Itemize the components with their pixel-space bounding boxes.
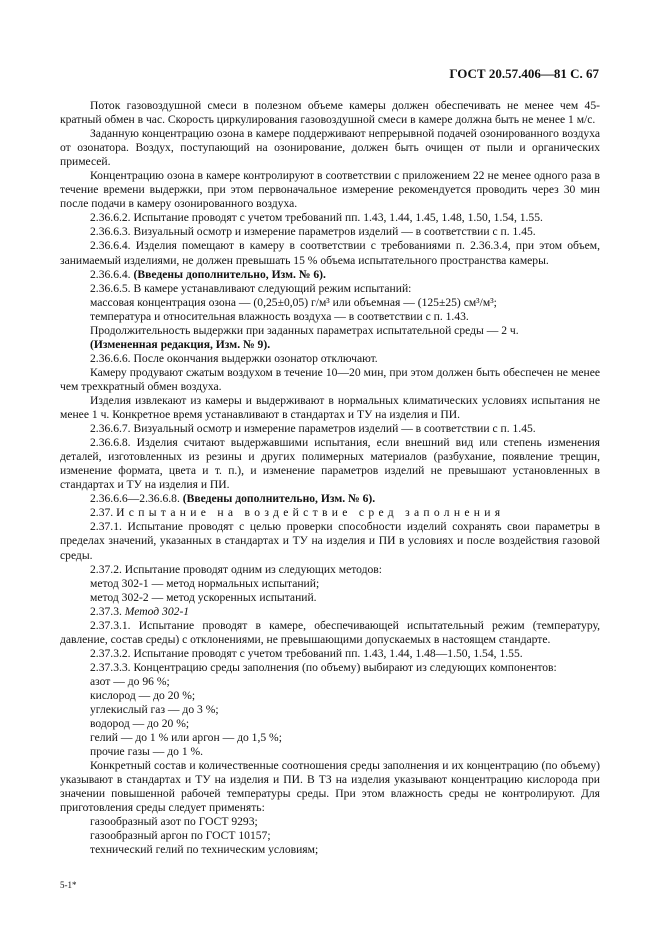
- page-footer-mark: 5-1*: [60, 880, 77, 890]
- paragraph: 2.36.6.6. После окончания выдержки озонатор отключают.: [90, 351, 378, 365]
- paragraph: Конкретный состав и количественные соотношения среды заполнения и их концентрацию (по объему) указывают в стандартах и ТУ на изделия и ПИ. В ТЗ на изделия указывают концентрацию кислорода при значении повышенной рабочей температуры среды. При этом влажность среды не контролируют. Для приготовления среды следует применять:: [60, 759, 600, 815]
- paragraph: 2.36.6.8. Изделия считают выдержавшими испытания, если внешний вид или степень изменения деталей, изготовленных из резины и других полимерных материалов (разбухание, появление трещин, изменение формата, цвета и т. п.), и изменение параметров изделий не превышают установленных в стандартах и ТУ на изделия и ПИ.: [60, 436, 600, 492]
- list-item: кислород — до 20 %;: [90, 688, 196, 702]
- page-header: ГОСТ 20.57.406—81 С. 67: [449, 66, 599, 81]
- list-item: газообразный азот по ГОСТ 9293;: [90, 815, 258, 829]
- list-item: газообразный аргон по ГОСТ 10157;: [90, 829, 271, 843]
- paragraph: 2.36.6.7. Визуальный осмотр и измерение параметров изделий — в соответствии с п. 1.45.: [90, 422, 536, 436]
- paragraph: 2.36.6.2. Испытание проводят с учетом требований пп. 1.43, 1.44, 1.45, 1.48, 1.50, 1.54, 1.55.: [90, 211, 543, 225]
- list-item: гелий — до 1 % или аргон — до 1,5 %;: [90, 731, 282, 745]
- paragraph: Камеру продувают сжатым воздухом в течение 10—20 мин, при этом должен быть обеспечен не менее чем трехкратный обмен воздуха.: [60, 365, 600, 393]
- document-body: [60, 99, 600, 858]
- paragraph: 2.36.6.5. В камере устанавливают следующий режим испытаний:: [90, 281, 412, 295]
- clause-number: 2.36.6.6—2.36.6.8.: [90, 492, 183, 506]
- amendment-note: (Введены дополнительно, Изм. № 6).: [182, 492, 376, 506]
- list-item: массовая концентрация озона — (0,25±0,05) г/м³ или объемная — (125±25) см³/м³;: [90, 295, 497, 309]
- method-title: Метод 302-1: [124, 604, 190, 618]
- paragraph: 2.37.2. Испытание проводят одним из следующих методов:: [90, 562, 382, 576]
- list-item: азот — до 96 %;: [90, 674, 170, 688]
- list-item: метод 302-2 — метод ускоренных испытаний.: [90, 590, 317, 604]
- paragraph: 2.37.1. Испытание проводят с целью проверки способности изделий сохранять свои параметры в пределах значений, указанных в стандартах и ТУ на изделия и ПИ в условиях и после воздействия газовой среды.: [60, 520, 600, 562]
- list-item: температура и относительная влажность воздуха — в соответствии с п. 1.43.: [90, 309, 469, 323]
- paragraph: Заданную концентрацию озона в камере поддерживают непрерывной подачей озонированного воздуха от озонатора. Воздух, поступающий на озонирование, должен быть очищен от пыли и органических примесей.: [60, 127, 600, 169]
- paragraph: [60, 268, 600, 282]
- clause-number: 2.37.3.: [90, 604, 125, 618]
- clause-number: 2.36.6.4.: [90, 267, 134, 281]
- paragraph: Продолжительность выдержки при заданных параметрах испытательной среды — 2 ч.: [90, 323, 519, 337]
- paragraph: 2.37.3.3. Концентрацию среды заполнения (по объему) выбирают из следующих компонентов:: [90, 660, 557, 674]
- amendment-note: (Измененная редакция, Изм. № 9).: [90, 337, 271, 351]
- section-number: 2.37.: [90, 506, 117, 520]
- list-item: углекислый газ — до 3 %;: [90, 703, 219, 717]
- paragraph: 2.37.3.1. Испытание проводят в камере, обеспечивающей испытательный режим (температуру, давление, состав среды) с отклонениями, не превышающими допускаемых в настоящем стандарте.: [60, 618, 600, 646]
- amendment-note: (Введены дополнительно, Изм. № 6).: [133, 267, 326, 281]
- paragraph: [60, 492, 600, 506]
- paragraph: 2.36.6.4. Изделия помещают в камеру в соответствии с требованиями п. 2.36.3.4, при этом объем, занимаемый изделиями, не должен превышать 15 % объема испытательного пространства камеры.: [60, 239, 600, 267]
- paragraph: 2.36.6.3. Визуальный осмотр и измерение параметров изделий — в соответствии с п. 1.45.: [90, 225, 536, 239]
- paragraph: 2.37.3.2. Испытание проводят с учетом требований пп. 1.43, 1.44, 1.48—1.50, 1.54, 1.55.: [90, 646, 523, 660]
- paragraph: Поток газовоздушной смеси в полезном объеме камеры должен обеспечивать не менее чем 45-кратный обмен в час. Скорость циркулирования газовоздушной смеси в камере должна быть не менее 1 м/с.: [60, 99, 600, 127]
- subsection-heading: [60, 605, 600, 619]
- list-item: водород — до 20 %;: [90, 717, 190, 731]
- paragraph: Изделия извлекают из камеры и выдерживают в нормальных климатических условиях испытания не менее 1 ч. Конкретное время устанавливают в стандартах и ТУ на изделия и ПИ.: [60, 393, 600, 422]
- list-item: прочие газы — до 1 %.: [90, 745, 204, 759]
- list-item: технический гелий по техническим условиям;: [90, 843, 319, 857]
- paragraph: Концентрацию озона в камере контролируют в соответствии с приложением 22 не менее одного раза в течение времени выдержки, при этом первоначальное измерение рекомендуется проводить через 30 мин после подачи в камеру озонированного воздуха.: [60, 169, 600, 211]
- section-title: Испытание на воздействие сред заполнения: [116, 506, 505, 520]
- list-item: метод 302-1 — метод нормальных испытаний;: [90, 576, 320, 590]
- section-heading: [60, 506, 600, 520]
